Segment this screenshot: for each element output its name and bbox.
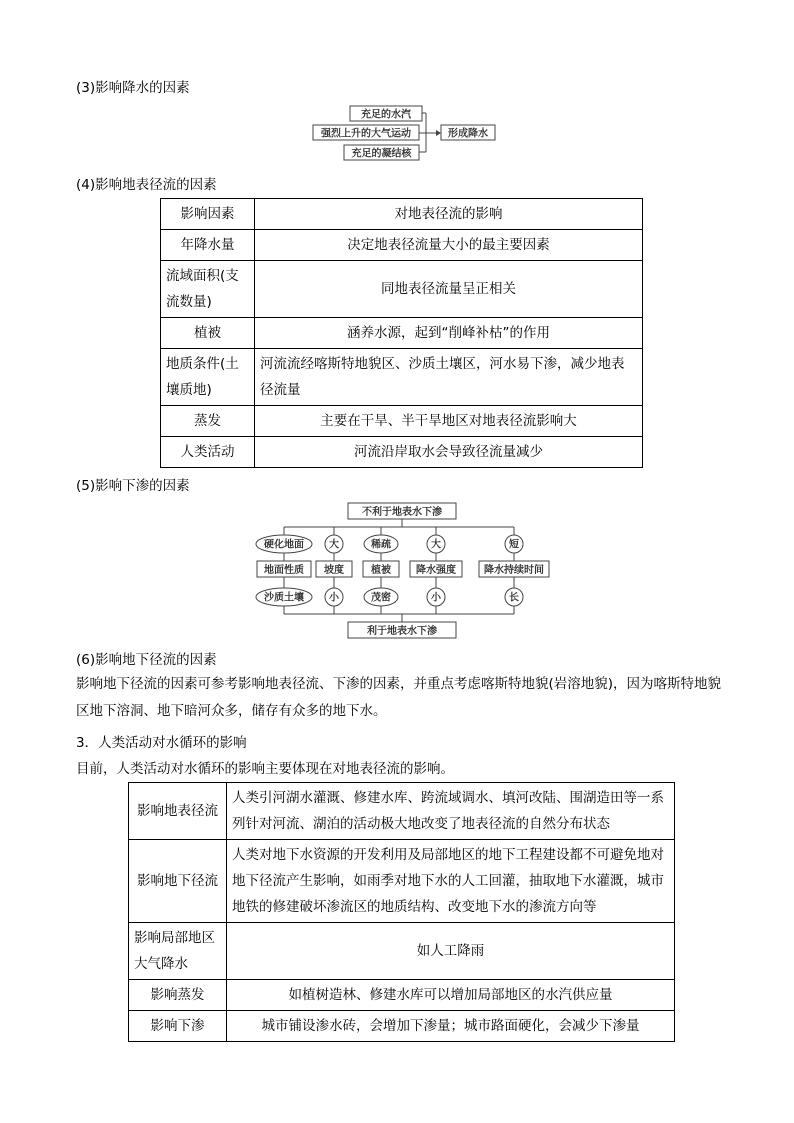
table-cell: 人类活动 — [161, 437, 255, 468]
section-6-paragraph: 影响地下径流的因素可参考影响地表径流、下渗的因素，并重点考虑喀斯特地貌(岩溶地貌)，因为喀斯特地貌区地下溶洞、地下暗河众多，储存有众多的地下水。 — [76, 676, 722, 719]
diagram2-top-label: 不利于地表水下渗 — [362, 507, 442, 518]
section-3-title: (3)影响降水的因素 — [76, 80, 190, 96]
diagram2-node: 稀疏 — [371, 539, 391, 551]
table-cell: 涵养水源，起到“削峰补枯”的作用 — [255, 318, 643, 349]
table-row — [129, 840, 675, 923]
diagram2-bottom-label: 利于地表水下渗 — [367, 626, 437, 637]
diagram1-box-uplift: 强烈上升的大气运动 — [321, 128, 411, 140]
table-cell: 影响局部地区大气降水 — [129, 923, 227, 980]
table-row — [161, 230, 643, 261]
diagram2-node: 沙质土壤 — [264, 592, 304, 604]
section-human-activity-title: 3．人类活动对水循环的影响 — [76, 735, 247, 751]
table-cell: 流域面积(支流数量) — [161, 261, 255, 318]
diagram1-box-nuclei: 充足的凝结核 — [351, 148, 412, 160]
diagram2-node: 短 — [509, 539, 519, 551]
table-row — [129, 923, 675, 980]
diagram2-node: 地面性质 — [264, 565, 304, 576]
table-cell: 河流流经喀斯特地貌区、沙质土壤区，河水易下渗，减少地表径流量 — [255, 349, 643, 406]
diagram2-node: 降水强度 — [416, 565, 456, 576]
diagram2-node: 坡度 — [324, 565, 344, 576]
table-cell: 地质条件(土壤质地) — [161, 349, 255, 406]
table-header-cell: 影响因素 — [161, 199, 255, 230]
section-human-activity-intro: 目前，人类活动对水循环的影响主要体现在对地表径流的影响。 — [76, 761, 454, 777]
diagram2-node: 大 — [329, 539, 339, 551]
table-cell: 决定地表径流量大小的最主要因素 — [255, 230, 643, 261]
runoff-factors-table — [160, 198, 643, 468]
table-row — [161, 437, 643, 468]
precipitation-diagram — [308, 103, 498, 163]
table-row — [161, 349, 643, 406]
section-5-title: (5)影响下渗的因素 — [76, 478, 190, 494]
human-impact-table — [128, 782, 675, 1042]
table-cell: 影响地下径流 — [129, 840, 227, 923]
table-cell: 城市铺设渗水砖，会增加下渗量；城市路面硬化，会减少下渗量 — [227, 1011, 675, 1042]
section-4-title: (4)影响地表径流的因素 — [76, 177, 217, 193]
table-cell: 蒸发 — [161, 406, 255, 437]
table-cell: 影响地表径流 — [129, 783, 227, 840]
table-header-cell: 对地表径流的影响 — [255, 199, 643, 230]
diagram2-node: 大 — [431, 539, 441, 551]
table-cell: 年降水量 — [161, 230, 255, 261]
diagram2-node: 降水持续时间 — [484, 565, 544, 576]
diagram2-node: 小 — [431, 592, 441, 604]
table-cell: 人类引河湖水灌溉、修建水库、跨流域调水、填河改陆、围湖造田等一系列针对河流、湖泊的活动极大地改变了地表径流的自然分布状态 — [227, 783, 675, 840]
table-row — [129, 980, 675, 1011]
table-row — [129, 783, 675, 840]
table-cell: 如植树造林、修建水库可以增加局部地区的水汽供应量 — [227, 980, 675, 1011]
diagram2-node: 硬化地面 — [264, 539, 304, 551]
table-cell: 植被 — [161, 318, 255, 349]
table-cell: 人类对地下水资源的开发利用及局部地区的地下工程建设都不可避免地对地下径流产生影响，如雨季对地下水的人工回灌，抽取地下水灌溉，城市地铁的修建破坏渗流区的地质结构、改变地下水的渗流方向等 — [227, 840, 675, 923]
table-cell: 如人工降雨 — [227, 923, 675, 980]
table-cell: 同地表径流量呈正相关 — [255, 261, 643, 318]
table-cell: 主要在干旱、半干旱地区对地表径流影响大 — [255, 406, 643, 437]
section-6-title: (6)影响地下径流的因素 — [76, 652, 217, 668]
table-row — [161, 199, 643, 230]
diagram2-node: 植被 — [371, 565, 391, 576]
diagram1-box-result: 形成降水 — [448, 128, 488, 140]
table-row — [161, 261, 643, 318]
diagram2-node: 长 — [509, 592, 519, 604]
table-cell: 影响蒸发 — [129, 980, 227, 1011]
diagram1-box-water-vapor: 充足的水汽 — [361, 109, 411, 121]
table-cell: 河流沿岸取水会导致径流量减少 — [255, 437, 643, 468]
diagram2-node: 小 — [329, 592, 339, 604]
table-row — [161, 318, 643, 349]
table-cell: 影响下渗 — [129, 1011, 227, 1042]
table-row — [161, 406, 643, 437]
diagram2-node: 茂密 — [371, 592, 391, 604]
table-row — [129, 1011, 675, 1042]
infiltration-diagram — [250, 500, 560, 642]
